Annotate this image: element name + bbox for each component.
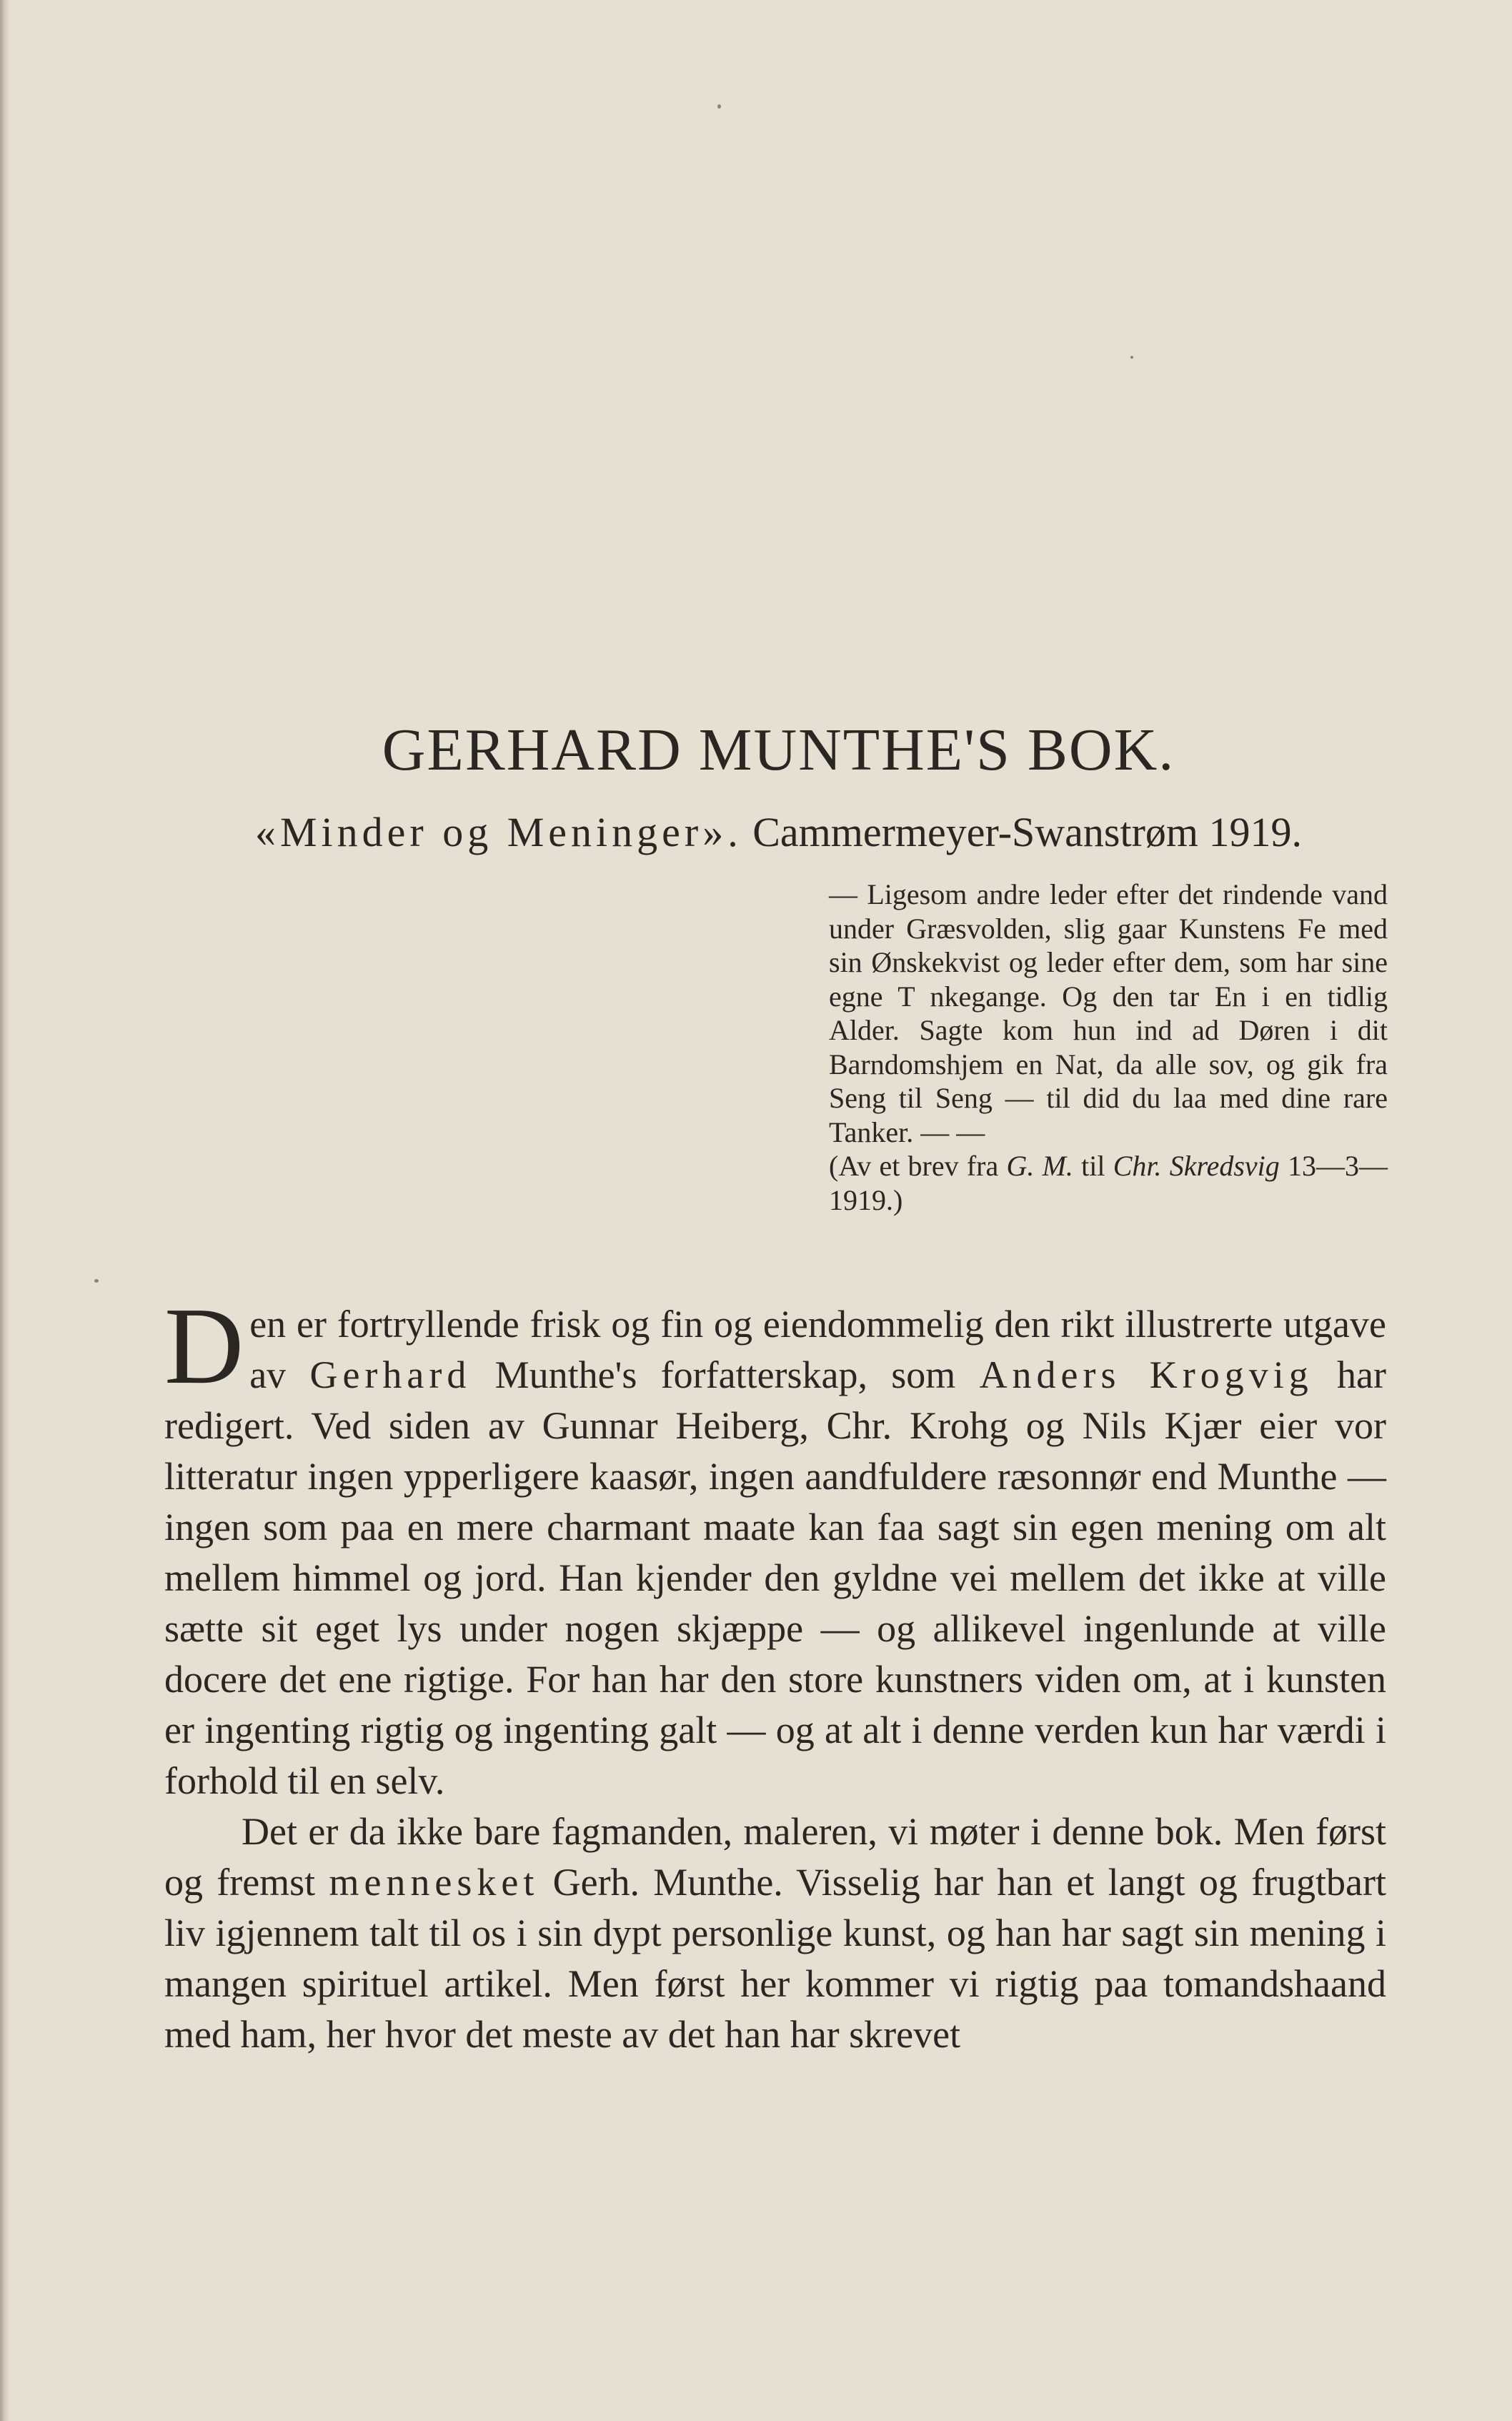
paragraph-2 (164, 1806, 1386, 2060)
epigraph-text: — Ligesom andre leder efter det rindende vand under Græsvolden, slig gaar Kunstens Fe med sin Ønskekvist og leder efter dem, som har sine egne T nkegange. Og den tar En i en tidlig Alder. Sagte kom hun ind ad Døren i dit Barndomshjem en Nat, da alle sov, og gik fra Seng til Seng — til did du laa med dine rare (829, 878, 1388, 1114)
page-edge (0, 0, 10, 2421)
book-title: «Minder og Meninger». (254, 809, 742, 855)
attribution-name-first: Chr. (1113, 1150, 1162, 1182)
paragraph-2-text-b: Gerh. Munthe. Visselig har han et langt og frugtbart liv igjennem talt til os i sin dypt personlige kunst, og han har sagt sin mening i mangen spirituel artikel. Men først her kommer vi rigtig paa tomandshaand med ham, her hvor det meste av det han har skrevet (164, 1861, 1387, 2056)
word-mennesket: mennesket (329, 1861, 539, 1904)
attribution-prefix: (Av et brev fra (829, 1150, 1007, 1182)
paper-speck (717, 104, 721, 109)
attribution-date: 13—3—1919.) (829, 1150, 1388, 1216)
article-title: GERHARD MUNTHE'S BOK. (382, 717, 1175, 783)
paragraph-2-text-a: Det er da ikke bare fagmanden, maleren, vi møter i denne bok. Men først og fremst (164, 1810, 1386, 1904)
attribution-til: til (1073, 1150, 1113, 1182)
epigraph-attribution (829, 1149, 1388, 1217)
epigraph (829, 878, 1388, 1217)
paragraph-1-text-b: Munthe's forfatterskap, som (471, 1353, 980, 1396)
paragraph-1-text-c: har redigert. Ved siden av Gunnar Heiberg, Chr. Krohg og Nils Kjær eier vor litteratur ingen ypperligere kaasør, ingen aandfuldere ræsonnør end Munthe — ingen som paa en mere charmant maate kan faa sagt sin egen mening om alt mellem himmel og jord. Han kjender den gyldne vei mellem det ikke at ville sætte sit eget lys under nogen skjæppe — og allikevel ingenlunde at ville docere det ene rigtige. For han har den store kunstners viden om, at i kunsten er ingenting rigtig og ingenting galt — og at alt i denne verden kun har værdi i forhold til en selv. (164, 1353, 1387, 1802)
drop-cap: D (164, 1286, 244, 1407)
paper-speck (94, 1279, 99, 1283)
publisher-year: Cammermeyer-Swanstrøm 1919. (752, 809, 1303, 855)
name-anders-krogvig: Anders Krogvig (979, 1353, 1313, 1396)
paragraph-1 (164, 1286, 1387, 1806)
attribution-name-last: Skredsvig (1169, 1150, 1280, 1182)
epigraph-text-end: Tanker. — — (829, 1115, 985, 1148)
article-body (164, 1286, 1387, 2060)
name-gerhard: Gerhard (309, 1353, 472, 1396)
paper-speck (1130, 356, 1133, 359)
article-subtitle (164, 807, 1393, 857)
paragraph-1-text-a: en er fortryllende frisk og fin og eiendommelig den rikt illustrerte utgave av (249, 1303, 1386, 1396)
attribution-initials: G. M. (1006, 1150, 1073, 1182)
